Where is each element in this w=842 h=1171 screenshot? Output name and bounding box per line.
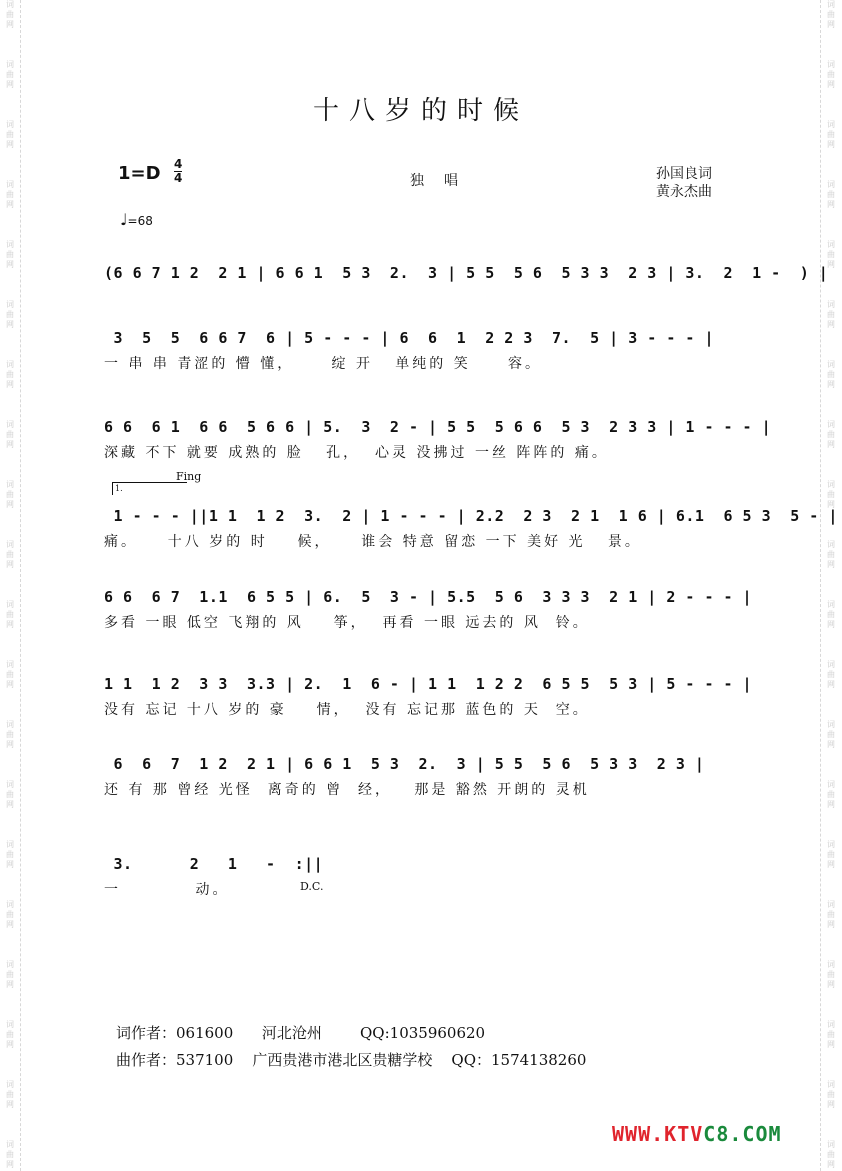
watermark-text: 词曲网 [6,300,14,329]
notation-row: 3. 2 1 - :|| [104,855,324,873]
watermark-text: 词曲网 [6,660,14,689]
fing-label: Fing [176,470,202,483]
watermark-text: 词曲网 [6,900,14,929]
watermark-text: 词曲网 [827,480,835,509]
time-signature-top: 4 [174,157,183,171]
watermark-text: 词曲网 [827,1020,835,1049]
watermark-text: 词曲网 [6,540,14,569]
watermark-text: 词曲网 [6,1020,14,1049]
score-system-7 [104,749,744,801]
notation-row: 1 1 1 2 3 3 3.3 | 2. 1 6 - | 1 1 1 2 2 6 5 5 5 3 | 5 - - - | [104,675,753,693]
lyrics-row: 没有 忘记 十八 岁的 豪 情， 没有 忘记那 蓝色的 天 空。 [104,702,590,718]
score-system-5 [104,582,753,634]
watermark-text: 词曲网 [6,840,14,869]
watermark-text: 词曲网 [827,120,835,149]
lyrics-row: 痛。 十八 岁的 时 候， 谁会 特意 留恋 一下 美好 光 景。 [104,534,642,550]
notation-row: (6 6 7 1 2 2 1 | 6 6 1 5 3 2. 3 | 5 5 5 6 5 3 3 2 3 | 3. 2 1 - ) | [104,264,829,282]
watermark-text: 词曲网 [827,420,835,449]
site-logo-suffix: C8.COM [703,1122,782,1146]
lyrics-row: 一 串 串 青涩的 懵 懂， 绽 开 单纯的 笑 容。 [104,356,543,372]
notation-row: 1 - - - ||1 1 1 2 3. 2 | 1 - - - | 2.2 2 3 2 1 1 6 | 6.1 6 5 3 5 - | [104,507,838,525]
watermark-text: 词曲网 [6,420,14,449]
watermark-text: 词曲网 [827,60,835,89]
score-system-6 [104,669,753,721]
lyrics-row [104,288,744,310]
score-system-3 [104,412,772,464]
dc-marking: D.C. [300,880,324,893]
lyrics-row: 一 动。 [104,882,230,898]
watermark-text: 词曲网 [6,360,14,389]
score-system-1 [104,258,829,310]
watermark-text: 词曲网 [6,0,14,29]
site-logo-prefix: WWW.KTV [612,1122,704,1146]
watermark-text: 词曲网 [6,1080,14,1109]
lyrics-row: 还 有 那 曾经 光怪 离奇的 曾 经， 那是 豁然 开朗的 灵机 [104,782,590,798]
watermark-text: 词曲网 [6,1140,14,1169]
watermark-text: 词曲网 [827,600,835,629]
score-system-8 [104,849,744,901]
watermark-text: 词曲网 [827,840,835,869]
time-signature-bottom: 4 [174,171,183,185]
watermark-text: 词曲网 [6,960,14,989]
time-signature [174,158,182,185]
quarter-note-icon: ♩ [120,210,128,229]
watermark-text: 词曲网 [827,240,835,269]
watermark-text: 词曲网 [6,60,14,89]
lyrics-row: 多看 一眼 低空 飞翔的 风 筝， 再看 一眼 远去的 风 铃。 [104,615,590,631]
watermark-text: 词曲网 [827,960,835,989]
first-ending-bracket: 1. [112,482,187,495]
composer-credit: 黄永杰曲 [656,184,712,200]
watermark-text: 词曲网 [827,180,835,209]
watermark-text: 词曲网 [827,780,835,809]
lyricist-credit: 孙国良词 [656,166,712,182]
watermark-text: 词曲网 [6,240,14,269]
score-system-2 [104,323,744,375]
left-watermark-strip [0,0,21,1171]
watermark-text: 词曲网 [827,300,835,329]
score-system-4 [104,501,838,553]
watermark-text: 词曲网 [827,0,835,29]
tempo-value: =68 [127,214,153,228]
watermark-text: 词曲网 [827,360,835,389]
watermark-text: 词曲网 [6,780,14,809]
watermark-text: 词曲网 [6,120,14,149]
composer-contact: 曲作者：537100 广西贵港市港北区贵糖学校 QQ：1574138260 [116,1051,587,1069]
site-logo [612,1122,782,1146]
tempo-marking [120,210,153,229]
notation-row: 3 5 5 6 6 7 6 | 5 - - - | 6 6 1 2 2 3 7. 5 | 3 - - - | [104,329,714,347]
performance-type: 独唱 [410,173,478,189]
key-signature: 1=D [118,163,161,184]
notation-row: 6 6 6 7 1.1 6 5 5 | 6. 5 3 - | 5.5 5 6 3 3 3 2 1 | 2 - - - | [104,588,753,606]
right-watermark-strip [820,0,841,1171]
watermark-text: 词曲网 [6,600,14,629]
watermark-text: 词曲网 [6,720,14,749]
notation-row: 6 6 7 1 2 2 1 | 6 6 1 5 3 2. 3 | 5 5 5 6 5 3 3 2 3 | [104,755,705,773]
watermark-text: 词曲网 [827,900,835,929]
notation-row: 6 6 6 1 6 6 5 6 6 | 5. 3 2 - | 5 5 5 6 6 5 3 2 3 3 | 1 - - - | [104,418,772,436]
watermark-text: 词曲网 [827,1140,835,1169]
song-title: 十八岁的时候 [312,96,529,126]
watermark-text: 词曲网 [827,540,835,569]
watermark-text: 词曲网 [6,480,14,509]
watermark-text: 词曲网 [827,660,835,689]
watermark-text: 词曲网 [6,180,14,209]
watermark-text: 词曲网 [827,720,835,749]
watermark-text: 词曲网 [827,1080,835,1109]
lyrics-row: 深藏 不下 就要 成熟的 脸 孔， 心灵 没拂过 一丝 阵阵的 痛。 [104,445,609,461]
lyricist-contact: 词作者：061600 河北沧州 QQ:1035960620 [116,1024,486,1042]
